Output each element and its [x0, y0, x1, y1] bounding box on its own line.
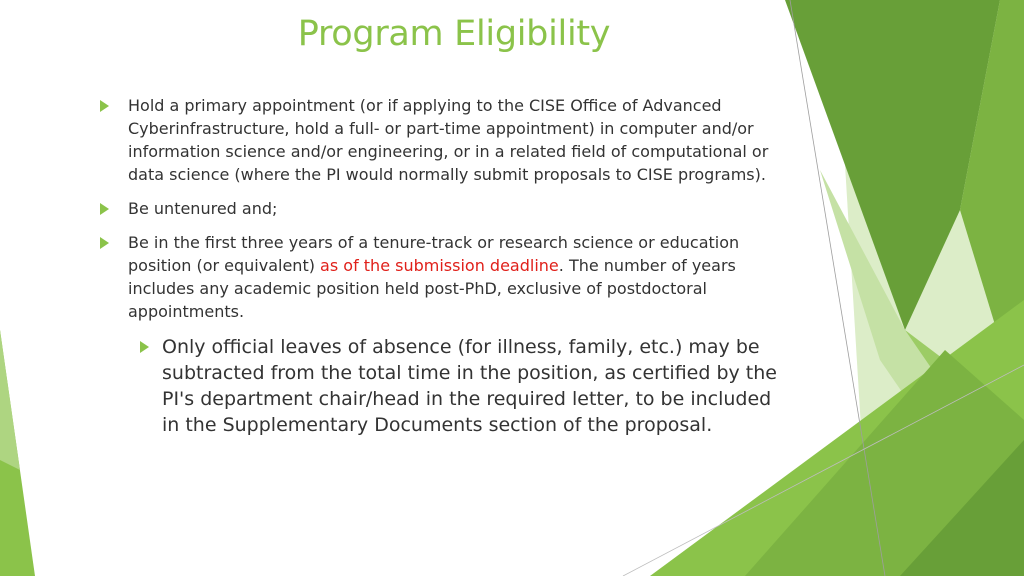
- bullet-text-after: . The number of years includes any academic position held post-PhD, exclusive of postdoctoral appointments.: [128, 256, 736, 321]
- page-title: Program Eligibility: [297, 14, 611, 54]
- bullet-list: [100, 94, 790, 438]
- list-item: [100, 231, 790, 323]
- triangle-arrow-icon: [140, 341, 149, 353]
- list-item: [100, 94, 790, 186]
- triangle-arrow-icon: [100, 100, 109, 112]
- sub-bullet-text: Only official leaves of absence (for illness, family, etc.) may be subtracted from the total time in the position, as certified by the PI's department chair/head in the required letter, to be included in the Supplementary Documents section of the proposal.: [162, 336, 777, 436]
- bullet-text-before: Be in the first three years of a tenure-track or research science or education position (or equivalent): [128, 233, 740, 275]
- bullet-text: Be untenured and;: [128, 199, 278, 218]
- deco-facet-left-light: [0, 330, 20, 470]
- bullet-text: Hold a primary appointment (or if applying to the CISE Office of Advanced Cyberinfrastructure, hold a full- or part-time appointment) in computer and/or information science and/or engineering, or in a related field of computational or data science (where the PI would normally submit proposals to CISE programs).: [128, 96, 769, 184]
- list-item: [100, 197, 790, 220]
- deadline-highlight: as of the submission deadline: [320, 256, 559, 275]
- triangle-arrow-icon: [100, 237, 109, 249]
- triangle-arrow-icon: [100, 203, 109, 215]
- sub-list-item: [140, 334, 790, 438]
